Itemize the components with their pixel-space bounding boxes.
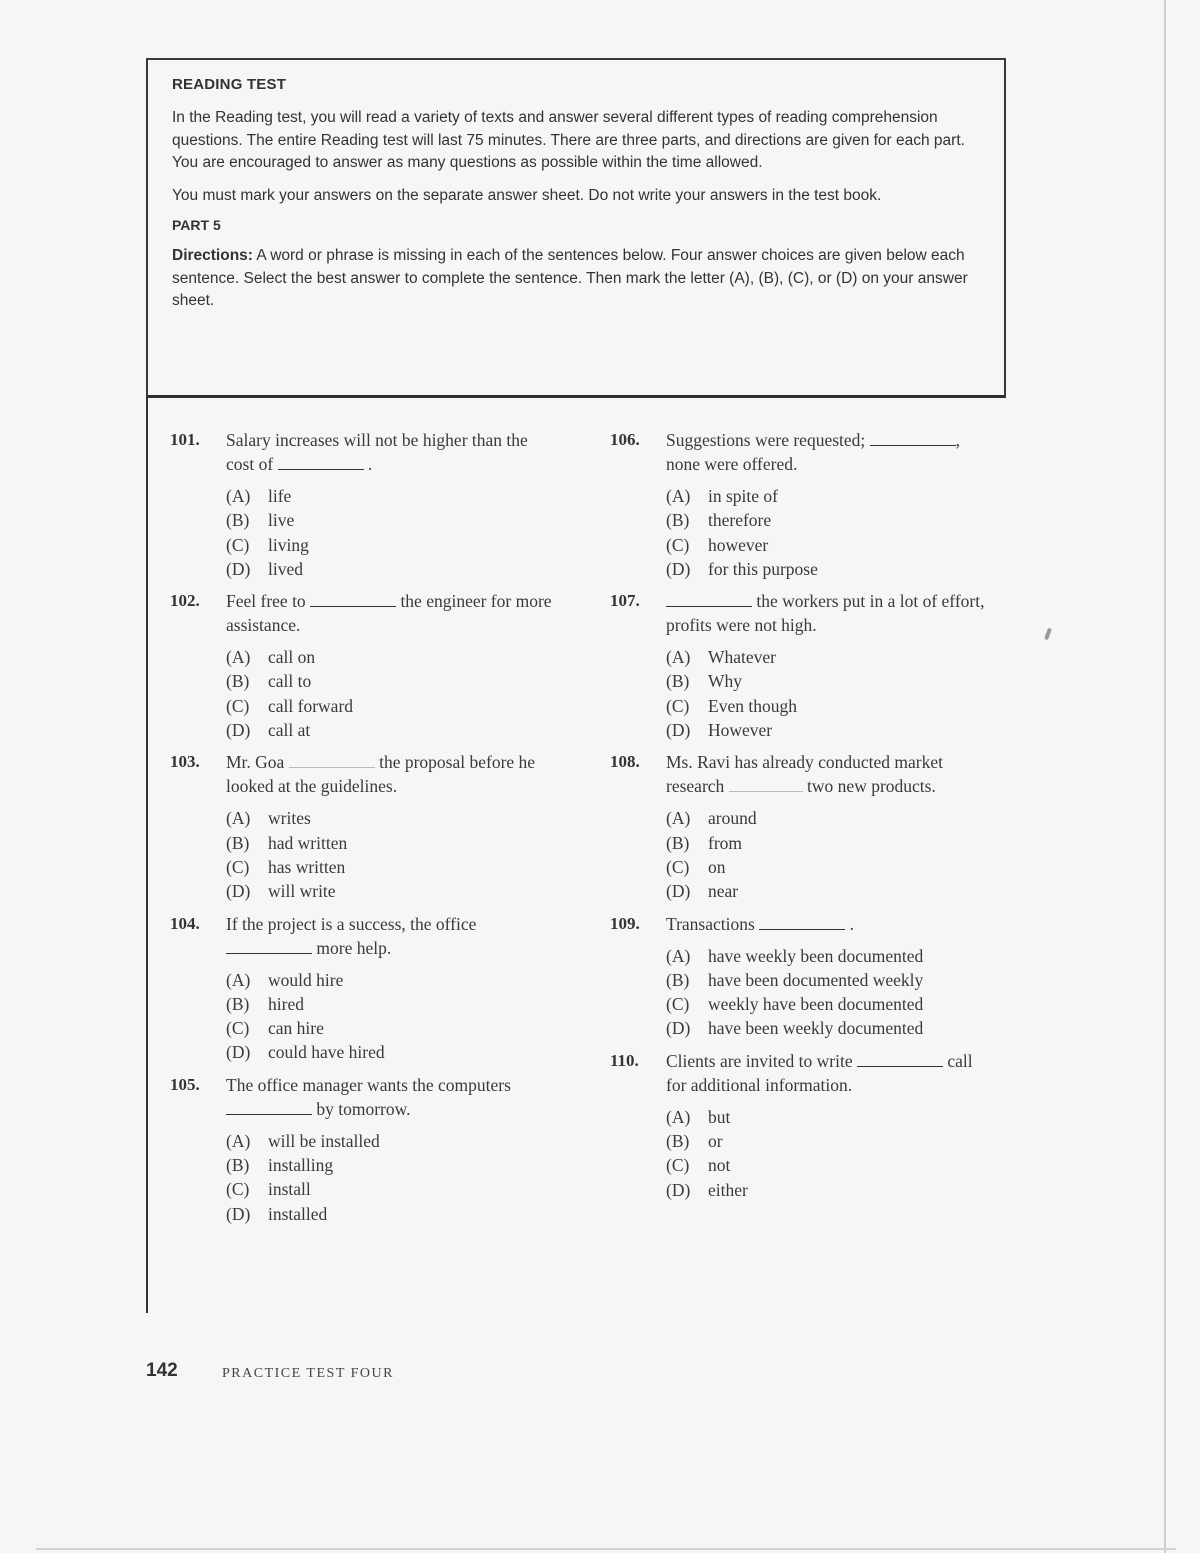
option-d[interactable]: (D) have been weekly documented: [666, 1018, 924, 1039]
option-a[interactable]: (A) life: [226, 486, 292, 506]
question-102: [170, 589, 550, 742]
option-c[interactable]: (C) weekly have been documented: [666, 994, 924, 1015]
option-b[interactable]: (B) Why: [666, 671, 743, 692]
option-a[interactable]: (A) call on: [226, 647, 316, 668]
question-stem: Transactions .: [666, 913, 854, 934]
question-stem: The office manager wants the computers by tomorrow.: [226, 1074, 511, 1119]
question-108: [610, 750, 990, 903]
question-106: [610, 428, 990, 581]
answer-blank: [226, 1102, 312, 1115]
directions-label: Directions:: [172, 247, 253, 264]
question-number: 109.: [610, 913, 640, 933]
directions-text: A word or phrase is missing in each of the sentences below. Four answer choices are given below each sentence. Select the best answer to complete the sentence. Then mark the letter (A), (B), (C), or (D) on your answer sheet.: [172, 247, 968, 309]
question-stem: Clients are invited to write call for additional information.: [666, 1050, 973, 1095]
answer-blank: [666, 594, 752, 607]
page-edge: [1164, 0, 1166, 1553]
answer-blank: [857, 1054, 943, 1067]
answer-blank: [870, 433, 956, 446]
answer-options: [666, 1105, 990, 1202]
question-number: 105.: [170, 1074, 200, 1094]
question-109: [610, 912, 990, 1041]
question-stem: Feel free to the engineer for more assistance.: [226, 591, 552, 636]
question-number: 106.: [610, 430, 640, 449]
option-b[interactable]: (B) have been documented weekly: [666, 969, 924, 990]
option-d[interactable]: (D) call at: [226, 720, 311, 741]
option-a[interactable]: (A) have weekly been documented: [666, 945, 924, 966]
option-d[interactable]: (D) However: [666, 720, 773, 741]
section-title: READING TEST: [172, 76, 287, 93]
page-footer: [146, 1360, 394, 1382]
option-a[interactable]: (A) writes: [226, 808, 311, 829]
ink-mark: [1044, 628, 1052, 641]
question-stem: Mr. Goa the proposal before he looked at the guidelines.: [226, 752, 536, 797]
answer-options: [666, 645, 990, 742]
option-b[interactable]: (B) from: [666, 832, 743, 853]
option-a[interactable]: (A) but: [666, 1106, 731, 1127]
option-c[interactable]: (C) install: [226, 1179, 311, 1200]
answer-options: [226, 806, 550, 903]
instructions-box: [146, 58, 1006, 398]
option-b[interactable]: (B) or: [666, 1131, 723, 1152]
running-title: PRACTICE TEST FOUR: [222, 1366, 394, 1381]
option-b[interactable]: (B) live: [226, 510, 295, 531]
option-a[interactable]: (A) in spite of: [666, 486, 778, 506]
answer-blank: [226, 941, 312, 954]
question-number: 101.: [170, 430, 200, 449]
option-b[interactable]: (B) therefore: [666, 510, 772, 531]
option-c[interactable]: (C) living: [226, 534, 309, 555]
answer-blank: [729, 779, 803, 792]
questions-right-column: [610, 428, 990, 1210]
option-c[interactable]: (C) however: [666, 534, 769, 555]
option-a[interactable]: (A) will be installed: [226, 1130, 380, 1151]
question-number: 103.: [170, 752, 200, 772]
part-label: PART 5: [172, 217, 221, 233]
question-103: [170, 750, 550, 903]
answer-options: [666, 806, 990, 903]
question-107: [610, 589, 990, 742]
answer-options: [666, 944, 990, 1041]
answer-options: [226, 968, 550, 1065]
questions-left-column: [170, 428, 550, 1234]
option-c[interactable]: (C) Even though: [666, 695, 797, 716]
question-number: 102.: [170, 591, 200, 611]
answer-blank: [278, 457, 364, 470]
question-stem: Salary increases will not be higher than the cost of .: [226, 430, 528, 474]
option-d[interactable]: (D) near: [666, 881, 739, 902]
question-stem: the workers put in a lot of effort, profits were not high.: [666, 591, 985, 636]
question-number: 110.: [610, 1050, 639, 1070]
option-c[interactable]: (C) not: [666, 1155, 731, 1176]
question-101: [170, 428, 550, 581]
question-stem: Ms. Ravi has already conducted market research two new products.: [666, 752, 943, 797]
option-d[interactable]: (D) installed: [226, 1203, 328, 1224]
option-b[interactable]: (B) had written: [226, 832, 348, 853]
answer-options: [226, 484, 550, 581]
option-d[interactable]: (D) could have hired: [226, 1042, 385, 1063]
question-stem: If the project is a success, the office more help.: [226, 913, 477, 958]
option-c[interactable]: (C) call forward: [226, 695, 354, 716]
option-d[interactable]: (D) either: [666, 1179, 748, 1200]
option-d[interactable]: (D) lived: [226, 558, 303, 579]
option-b[interactable]: (B) call to: [226, 671, 312, 692]
page-bottom-edge: [36, 1548, 1176, 1550]
answer-blank: [289, 755, 375, 768]
question-number: 107.: [610, 591, 640, 611]
option-d[interactable]: (D) will write: [226, 881, 336, 902]
left-margin-rule: [146, 398, 148, 1313]
page-number: 142: [146, 1360, 178, 1381]
answer-options: [666, 484, 990, 581]
option-b[interactable]: (B) installing: [226, 1155, 334, 1176]
answer-blank: [759, 917, 845, 930]
answer-sheet-note: You must mark your answers on the separate answer sheet. Do not write your answers in the test book.: [172, 186, 882, 204]
option-c[interactable]: (C) on: [666, 856, 726, 877]
option-a[interactable]: (A) would hire: [226, 969, 344, 990]
question-stem: Suggestions were requested; , none were offered.: [666, 430, 961, 474]
option-b[interactable]: (B) hired: [226, 993, 304, 1014]
option-c[interactable]: (C) can hire: [226, 1018, 324, 1039]
option-a[interactable]: (A) Whatever: [666, 647, 777, 668]
directions-paragraph: [172, 245, 982, 313]
question-number: 104.: [170, 913, 200, 933]
answer-blank: [310, 594, 396, 607]
option-c[interactable]: (C) has written: [226, 856, 346, 877]
question-number: 108.: [610, 752, 640, 772]
intro-paragraph: In the Reading test, you will read a variety of texts and answer several different types of reading comprehension questions. The entire Reading test will last 75 minutes. There are three parts, and directions are given for each part. You are encouraged to answer as many questions as possible within the time allowed.: [172, 109, 965, 171]
answer-options: [226, 645, 550, 742]
question-104: [170, 912, 550, 1065]
question-110: [610, 1049, 990, 1202]
option-d[interactable]: (D) for this purpose: [666, 558, 818, 579]
option-a[interactable]: (A) around: [666, 808, 757, 829]
answer-options: [226, 1129, 550, 1226]
question-105: [170, 1073, 550, 1226]
